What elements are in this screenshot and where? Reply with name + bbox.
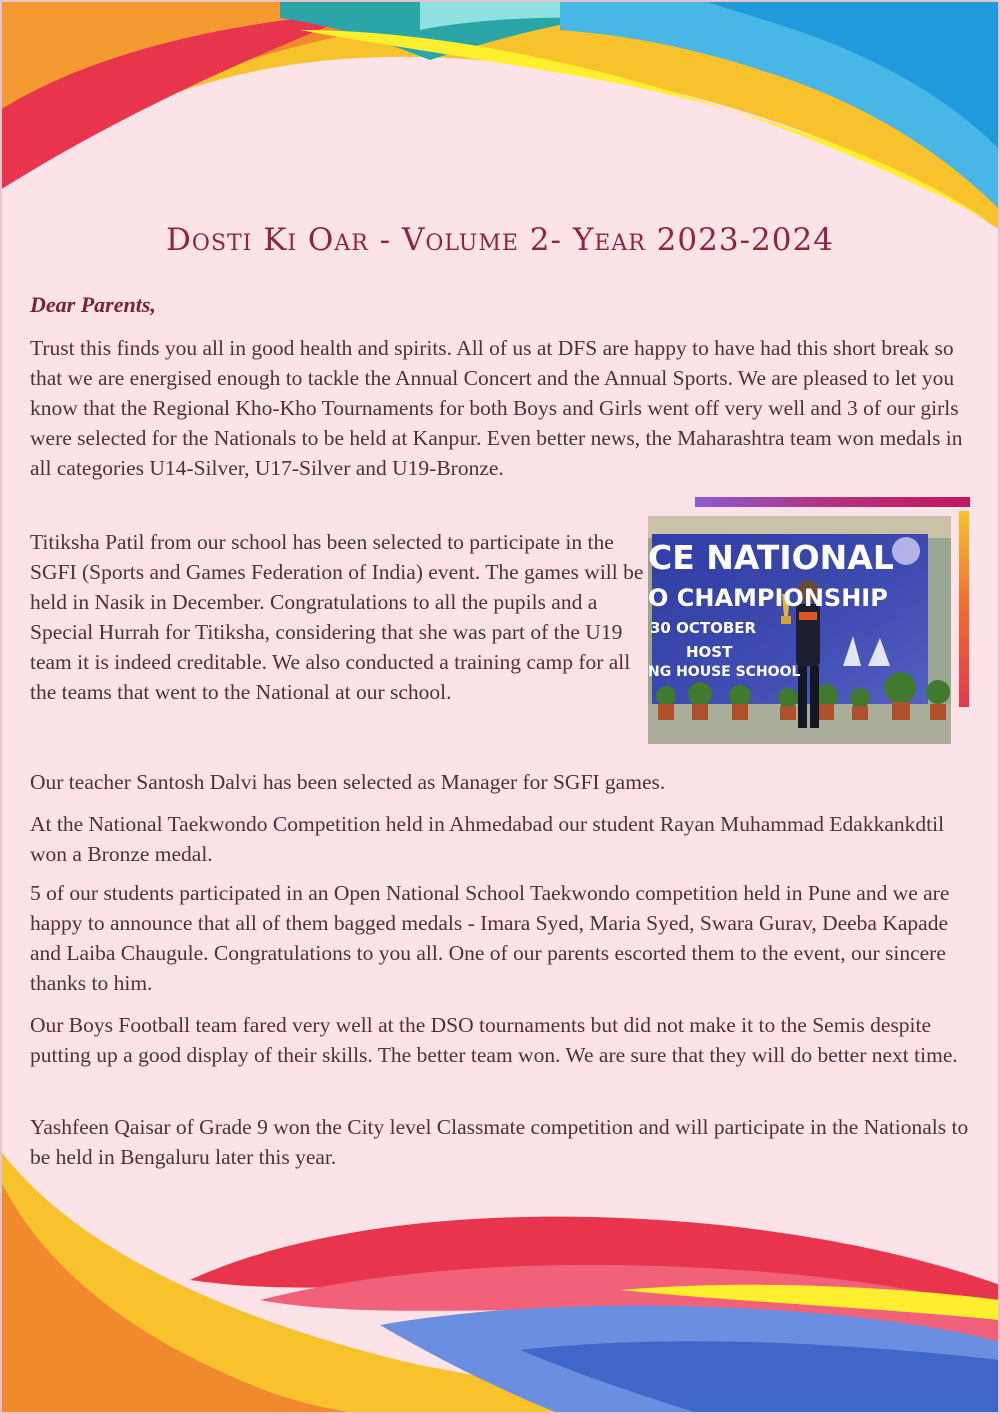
- newsletter-title: Dosti Ki Oar - Volume 2- Year 2023-2024: [166, 222, 834, 258]
- paragraph-football: Our Boys Football team fared very well at the DSO tournaments but did not make it to the Semis despite putting up a good display of their skills. The better team won. We are sure that they will do better next time.: [30, 1013, 958, 1067]
- top-wave-decoration: [0, 0, 1000, 230]
- bottom-wave-decoration: [0, 1150, 1000, 1414]
- photo-frame: [645, 497, 975, 747]
- paragraph-classmate: Yashfeen Qaisar of Grade 9 won the City level Classmate competition and will participate in the Nationals to be held in Bengaluru later this year.: [30, 1115, 969, 1169]
- accent-bar-top: [695, 497, 970, 507]
- paragraph-kho-kho: Trust this finds you all in good health and spirits. All of us at DFS are happy to have had this short break so that we are energised enough to tackle the Annual Concert and the Annual Sports. We are pleased to let you know that the Regional Kho-Kho Tournaments for both Boys and Girls went off very well and 3 of our girls were selected for the Nationals to be held at Kanpur. Even better news, the Maharashtra team won medals in all categories U14-Silver, U17-Silver and U19-Bronze.: [30, 336, 963, 480]
- banner-line-5: NG HOUSE SCHOOL: [648, 664, 801, 680]
- paragraph-sgfi: Titiksha Patil from our school has been selected to participate in the SGFI (Sports and Games Federation of India) event. The games will be held in Nasik in December. Congratulations to all the pupils and a Special Hurrah for Titiksha, considering that she was part of the U19 team it is indeed creditable. We also conducted a training camp for all the teams that went to the National at our school.: [30, 530, 644, 704]
- paragraph-manager: Our teacher Santosh Dalvi has been selected as Manager for SGFI games.: [30, 770, 666, 794]
- banner-line-2: O CHAMPIONSHIP: [648, 584, 888, 612]
- accent-bar-side: [959, 511, 969, 707]
- banner-line-1: CE NATIONAL: [648, 538, 894, 577]
- championship-photo: [648, 516, 951, 744]
- banner-line-3: 30 OCTOBER: [650, 619, 757, 637]
- paragraph-taekwondo-national: At the National Taekwondo Competition held in Ahmedabad our student Rayan Muhammad Edakkankdtil won a Bronze medal.: [30, 812, 945, 866]
- banner-line-4: HOST: [686, 643, 733, 661]
- salutation: Dear Parents,: [30, 292, 156, 317]
- paragraph-taekwondo-open: 5 of our students participated in an Open National School Taekwondo competition held in Pune and we are happy to announce that all of them bagged medals - Imara Syed, Maria Syed, Swara Gurav, Deeba Kapade and Laiba Chaugule. Congratulations to you all. One of our parents escorted them to the event, our sincere thanks to him.: [30, 881, 950, 995]
